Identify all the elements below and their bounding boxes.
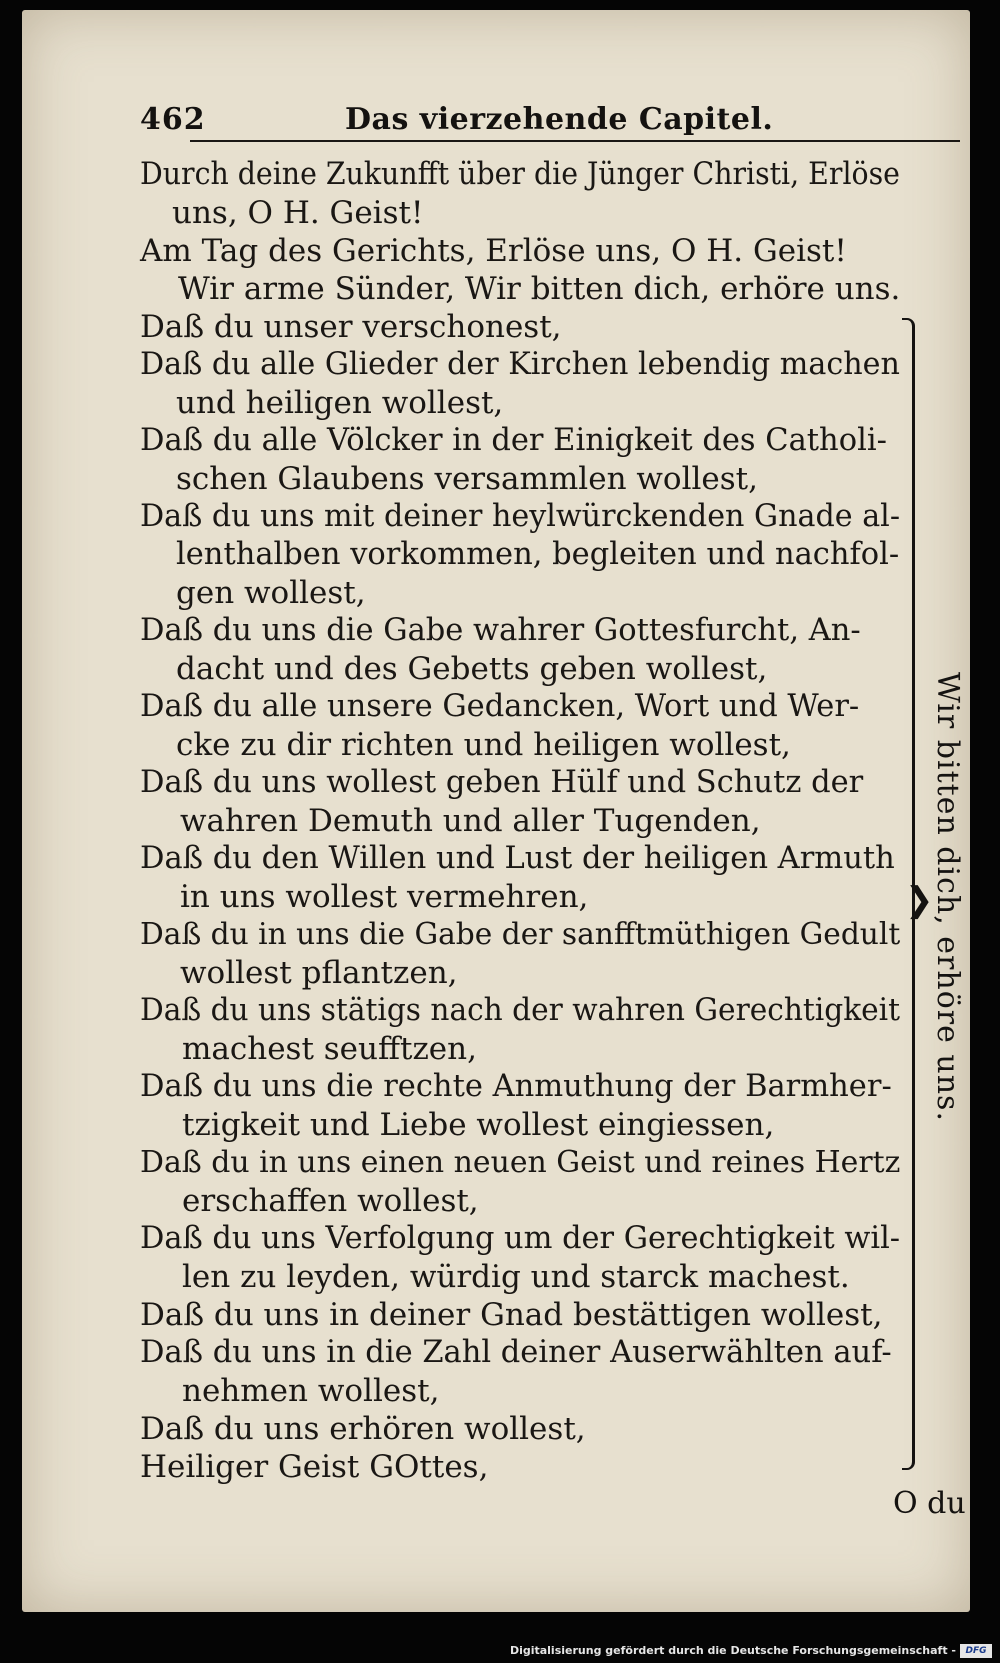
text-line: Daß du uns die Gabe wahrer Gottesfurcht, An- (140, 613, 861, 648)
text-line: nehmen wollest, (182, 1373, 440, 1409)
text-line: Daß du uns wollest geben Hülf und Schutz der (140, 765, 864, 800)
text-line: Daß du uns in deiner Gnad bestättigen wollest, (140, 1297, 883, 1333)
text-line: gen wollest, (176, 575, 366, 611)
text-line: tzigkeit und Liebe wollest eingiessen, (182, 1107, 775, 1143)
text-line: lenthalben vorkommen, begleiten und nachfol- (176, 537, 900, 572)
text-line: Am Tag des Gerichts, Erlöse uns, O H. Geist! (140, 233, 847, 269)
text-line: Daß du unser verschonest, (140, 309, 562, 345)
text-line: Daß du uns stätigs nach der wahren Gerechtigkeit (140, 993, 901, 1028)
dfg-logo: DFG (960, 1644, 992, 1658)
text-line: Durch deine Zukunfft über die Jünger Christi, Erlöse (140, 157, 900, 192)
text-line: len zu leyden, würdig und starck machest. (182, 1259, 850, 1295)
text-line: Daß du uns in die Zahl deiner Auserwählten auf- (140, 1335, 892, 1370)
text-line: wahren Demuth und aller Tugenden, (180, 803, 761, 839)
funding-credit: Digitalisierung gefördert durch die Deutsche Forschungsgemeinschaft - (509, 1644, 956, 1657)
text-line: Daß du alle Völcker in der Einigkeit des Catholi- (140, 423, 887, 458)
text-line: in uns wollest vermehren, (180, 879, 589, 915)
text-line: cke zu dir richten und heiligen wollest, (176, 727, 791, 763)
text-line: uns, O H. Geist! (172, 195, 424, 231)
text-line: und heiligen wollest, (176, 385, 504, 421)
text-line: wollest pflantzen, (180, 955, 458, 991)
text-line: Daß du alle Glieder der Kirchen lebendig machen (140, 347, 900, 382)
running-head: Das vierzehende Capitel. (345, 102, 774, 137)
catchword: O du (893, 1486, 966, 1521)
text-line: Daß du uns erhören wollest, (140, 1411, 586, 1447)
bracket-point-icon: ❯ (905, 880, 934, 920)
text-line: dacht und des Gebetts geben wollest, (176, 651, 768, 687)
text-line: Heiliger Geist GOttes, (140, 1449, 489, 1485)
page-number: 462 (140, 102, 206, 137)
text-line: Daß du uns Verfolgung um der Gerechtigkeit wil- (140, 1221, 901, 1256)
text-line: schen Glaubens versammlen wollest, (176, 461, 758, 497)
text-line: erschaffen wollest, (182, 1183, 479, 1219)
text-line: Daß du alle unsere Gedancken, Wort und Wer- (140, 689, 860, 724)
text-line: Daß du den Willen und Lust der heiligen Armuth (140, 841, 895, 876)
text-line: Daß du uns mit deiner heylwürckenden Gnade al- (140, 499, 901, 534)
text-line: machest seufftzen, (182, 1031, 477, 1067)
text-line: Daß du in uns die Gabe der sanfftmüthigen Gedult (140, 917, 901, 952)
text-line: Daß du uns die rechte Anmuthung der Barmher- (140, 1069, 892, 1104)
text-line: Wir arme Sünder, Wir bitten dich, erhöre uns. (178, 271, 901, 307)
text-line: Daß du in uns einen neuen Geist und reines Hertz (140, 1145, 901, 1180)
litany-response: Wir bitten dich, erhöre uns. (930, 672, 965, 1122)
